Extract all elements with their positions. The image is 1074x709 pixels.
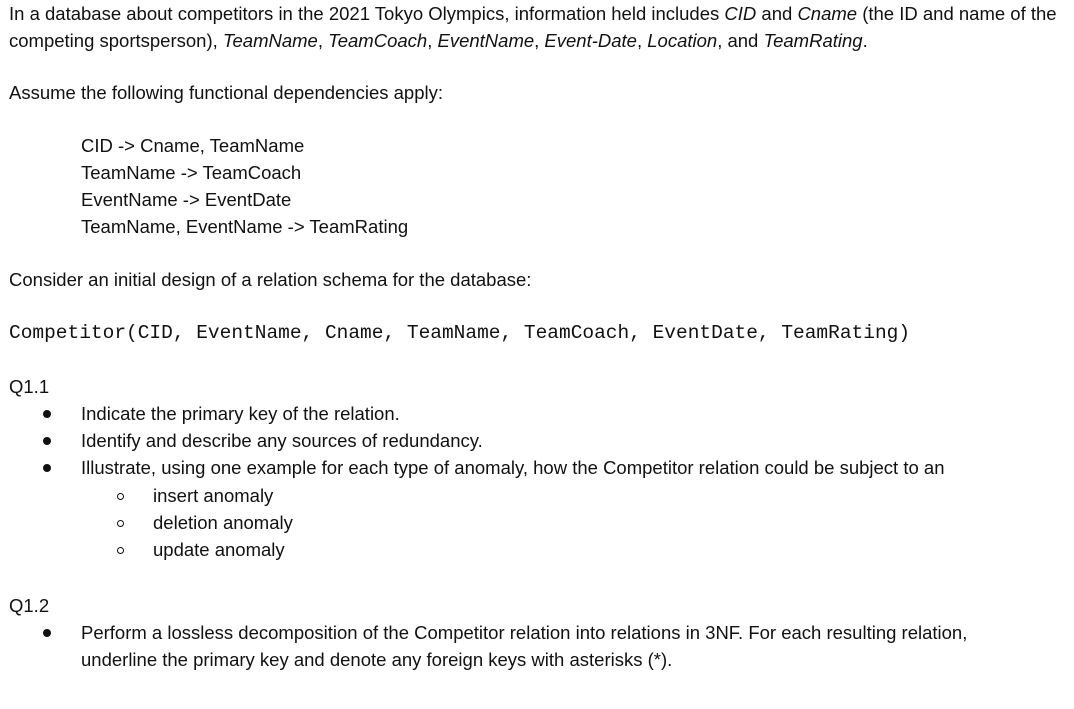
q12-bullet-line: underline the primary key and denote any foreign keys with asterisks (*). [81,649,673,670]
intro-text: . [862,30,868,51]
q11-bullet: Identify and describe any sources of redundancy. [81,430,483,451]
hollow-bullet-icon [117,493,124,500]
hollow-bullet-icon [117,520,124,527]
term-teamrating: TeamRating [763,30,863,51]
anomaly-item: insert anomaly [153,485,274,506]
term-cid: CID [724,3,757,24]
bullet-icon [43,629,51,637]
anomaly-item: deletion anomaly [153,512,293,533]
term-teamname: TeamName [222,30,318,51]
intro-text: , [427,30,438,51]
fd-item: EventName -> EventDate [81,189,292,210]
intro-text: , [636,30,648,51]
q12-bullet-line: Perform a lossless decomposition of the Competitor relation into relations in 3NF. For each resulting relation, [81,622,968,643]
intro-text: (the ID and name of the competing sportsperson), [9,3,1057,51]
intro-text: , [317,30,329,51]
term-teamcoach: TeamCoach [328,30,428,51]
fd-item: TeamName, EventName -> TeamRating [81,216,409,237]
relation-schema: Competitor(CID, EventName, Cname, TeamName, TeamCoach, EventDate, TeamRating) [9,322,911,344]
fd-item: CID -> Cname, TeamName [81,135,305,156]
bullet-icon [43,437,51,445]
intro-text: and [756,3,798,24]
consider-line: Consider an initial design of a relation schema for the database: [9,269,532,290]
term-eventname: EventName [437,30,535,51]
assume-line: Assume the following functional dependencies apply: [9,82,444,103]
bullet-icon [43,410,51,418]
term-eventdate: Event-Date [544,30,637,51]
intro-text: In a database about competitors in the 2021 Tokyo Olympics, information held includes [9,3,725,24]
intro-paragraph [9,0,1069,54]
bullet-icon [43,464,51,472]
fd-item: TeamName -> TeamCoach [81,162,302,183]
anomaly-item: update anomaly [153,539,285,560]
term-location: Location [647,30,718,51]
q12-label: Q1.2 [9,595,50,616]
q11-bullet: Indicate the primary key of the relation. [81,403,400,424]
intro-text: , [534,30,545,51]
q11-bullet: Illustrate, using one example for each type of anomaly, how the Competitor relation could be subject to an [81,457,945,478]
intro-text: , and [717,30,764,51]
hollow-bullet-icon [117,547,124,554]
q11-label: Q1.1 [9,376,50,397]
term-cname: Cname [797,3,858,24]
